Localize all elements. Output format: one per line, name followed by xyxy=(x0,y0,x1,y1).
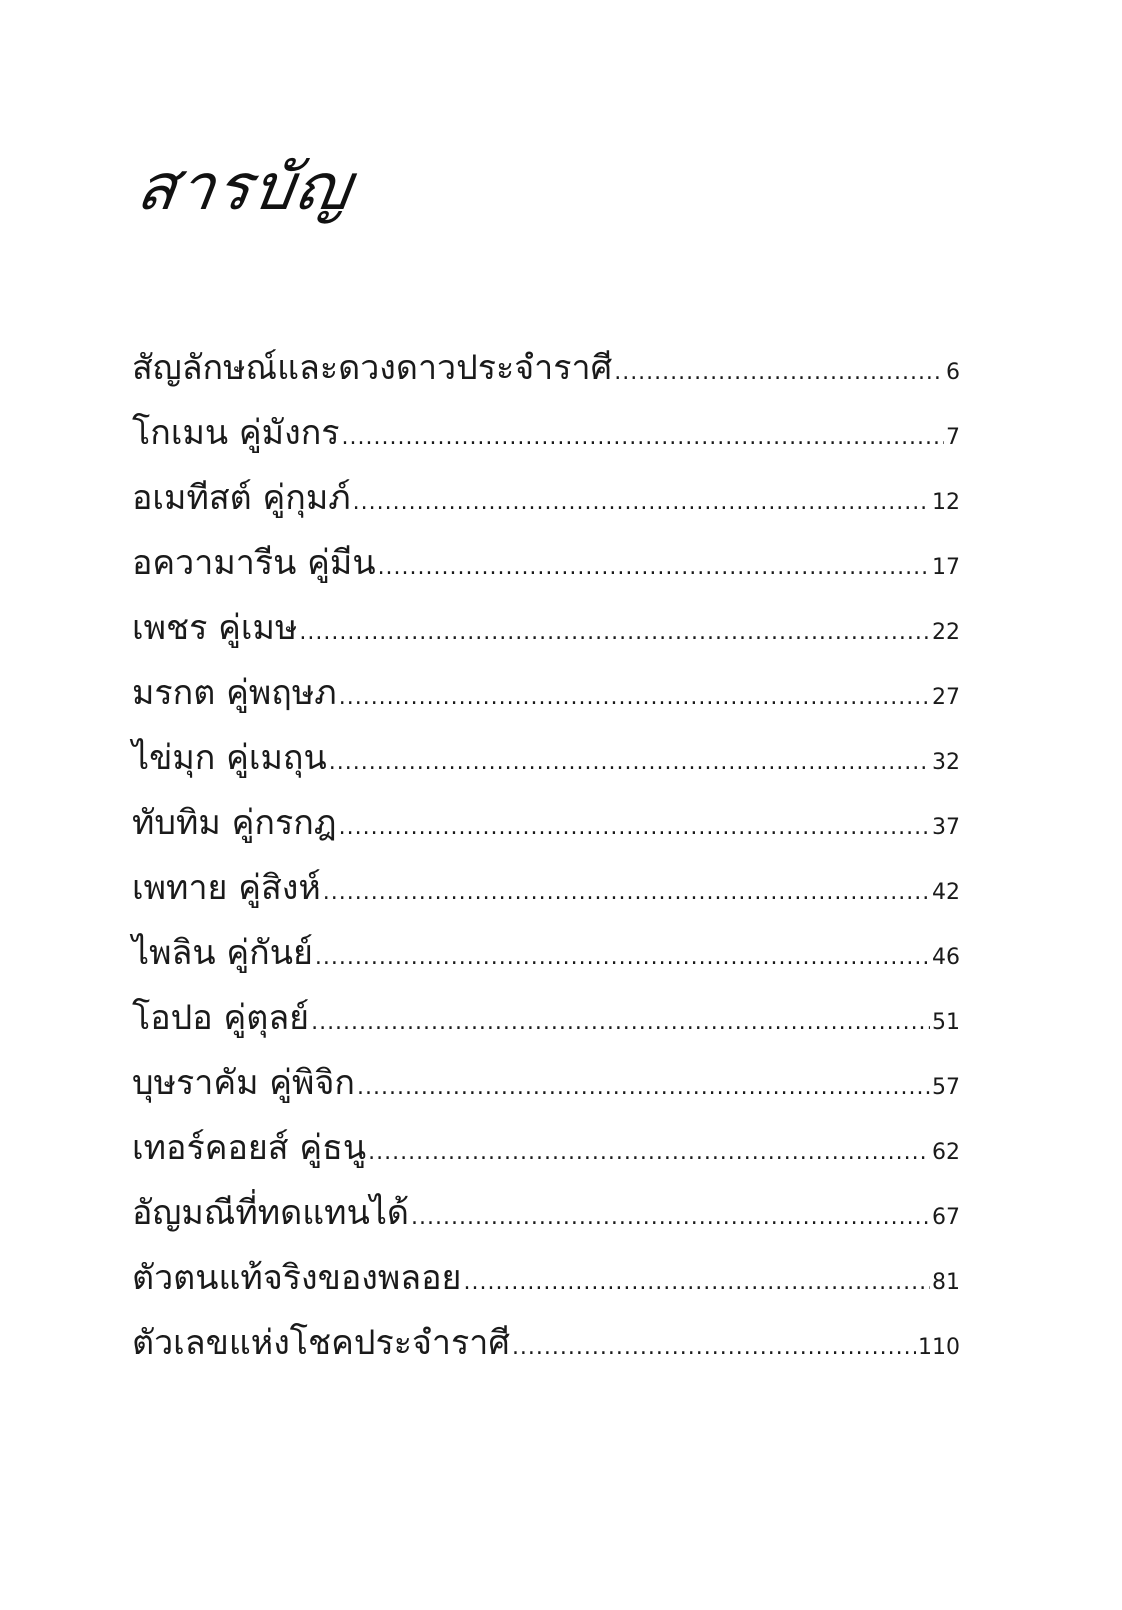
toc-dot-leader xyxy=(339,817,930,839)
toc-dot-leader xyxy=(315,947,930,969)
toc-entry xyxy=(132,1063,960,1128)
toc-entry xyxy=(132,1258,960,1323)
toc-entry-page: 27 xyxy=(932,685,960,710)
toc-entry-label: ตัวตนแท้จริงของพลอย xyxy=(132,1258,462,1298)
toc-dot-leader xyxy=(342,427,944,449)
table-of-contents xyxy=(132,348,960,1388)
toc-entry-label: เพทาย คู่สิงห์ xyxy=(132,868,321,908)
toc-dot-leader xyxy=(329,752,930,774)
toc-entry xyxy=(132,673,960,738)
toc-entry-page: 67 xyxy=(932,1205,960,1230)
toc-entry-label: บุษราคัม คู่พิจิก xyxy=(132,1063,355,1103)
toc-entry xyxy=(132,868,960,933)
toc-entry-page: 51 xyxy=(932,1010,960,1035)
toc-entry-page: 17 xyxy=(932,555,960,580)
toc-entry-label: อความารีน คู่มีน xyxy=(132,543,376,583)
toc-dot-leader xyxy=(614,362,944,384)
toc-entry-page: 32 xyxy=(932,750,960,775)
toc-entry-page: 12 xyxy=(932,490,960,515)
toc-entry-label: ไพลิน คู่กันย์ xyxy=(132,933,313,973)
toc-entry xyxy=(132,998,960,1063)
toc-entry-label: อัญมณีที่ทดแทนได้ xyxy=(132,1193,409,1233)
toc-entry-page: 57 xyxy=(932,1075,960,1100)
toc-entry-label: โอปอ คู่ตุลย์ xyxy=(132,998,310,1038)
toc-entry-label: ไข่มุก คู่เมถุน xyxy=(132,738,327,778)
toc-entry xyxy=(132,543,960,608)
toc-entry xyxy=(132,1193,960,1258)
toc-dot-leader xyxy=(323,882,930,904)
toc-dot-leader xyxy=(368,1142,930,1164)
toc-dot-leader xyxy=(411,1207,930,1229)
toc-entry-label: อเมทีสต์ คู่กุมภ์ xyxy=(132,478,351,518)
toc-entry-page: 46 xyxy=(932,945,960,970)
toc-entry-label: สัญลักษณ์และดวงดาวประจำราศี xyxy=(132,348,613,388)
toc-entry-label: ทับทิม คู่กรกฎ xyxy=(132,803,337,843)
toc-entry-label: เพชร คู่เมษ xyxy=(132,608,298,648)
toc-entry-page: 7 xyxy=(946,425,960,450)
toc-entry xyxy=(132,348,960,413)
toc-entry-label: โกเมน คู่มังกร xyxy=(132,413,340,453)
toc-entry xyxy=(132,1323,960,1388)
toc-dot-leader xyxy=(353,492,930,514)
toc-dot-leader xyxy=(357,1077,930,1099)
toc-entry xyxy=(132,413,960,478)
toc-entry xyxy=(132,933,960,998)
toc-dot-leader xyxy=(311,1012,930,1034)
toc-entry-page: 42 xyxy=(932,880,960,905)
toc-entry-page: 22 xyxy=(932,620,960,645)
toc-entry xyxy=(132,608,960,673)
toc-dot-leader xyxy=(512,1337,916,1359)
page-title: สารบัญ xyxy=(132,151,358,225)
toc-entry xyxy=(132,478,960,543)
toc-entry-page: 110 xyxy=(918,1335,960,1360)
toc-dot-leader xyxy=(378,557,930,579)
toc-entry xyxy=(132,1128,960,1193)
toc-entry-page: 81 xyxy=(932,1270,960,1295)
toc-entry-page: 62 xyxy=(932,1140,960,1165)
toc-entry-label: มรกต คู่พฤษภ xyxy=(132,673,337,713)
toc-dot-leader xyxy=(339,687,930,709)
toc-dot-leader xyxy=(299,622,930,644)
toc-entry-page: 6 xyxy=(946,360,960,385)
toc-entry xyxy=(132,738,960,803)
toc-entry-label: เทอร์คอยส์ คู่ธนู xyxy=(132,1128,367,1168)
toc-entry-page: 37 xyxy=(932,815,960,840)
toc-dot-leader xyxy=(463,1272,930,1294)
toc-entry-label: ตัวเลขแห่งโชคประจำราศี xyxy=(132,1323,510,1363)
toc-entry xyxy=(132,803,960,868)
